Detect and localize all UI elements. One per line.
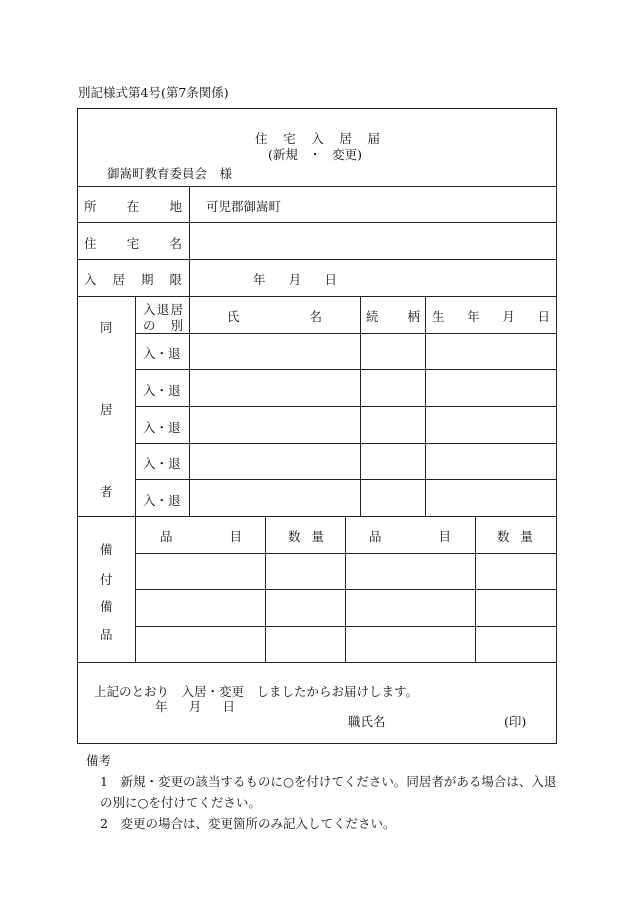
note-item: 1 新規・変更の該当するものに○を付けてください。同居者がある場合は、入退の別に○を付けてください。 [100, 774, 557, 810]
rule-housing-bottom [77, 259, 557, 260]
form-title: 住 宅 入 居 届 [255, 131, 380, 146]
col-birth: 生 年 月 日 [432, 309, 550, 324]
form-subtitle: (新規 ・ 変更) [268, 147, 362, 162]
move-option: 入・退 [143, 420, 181, 435]
notes [86, 750, 560, 834]
rule-equipment-row [135, 553, 557, 554]
rule-location-bottom [77, 222, 557, 223]
rule-qty-column [345, 516, 346, 662]
col-qty: 数 量 [288, 529, 324, 544]
rule-resident-row [135, 333, 557, 334]
col-move-line2: の 別 [143, 318, 183, 333]
residents-label-1: 同 [100, 320, 113, 335]
rule-header-bottom [77, 186, 557, 187]
equipment-label-1: 備 [100, 542, 113, 557]
move-option: 入・退 [143, 383, 181, 398]
move-option: 入・退 [143, 346, 181, 361]
equipment-label-3: 備 [100, 599, 113, 614]
location-label: 所 在 地 [84, 199, 182, 214]
seal-mark: (印) [504, 714, 527, 729]
rule-group-column [135, 296, 136, 662]
rule-resident-row [135, 406, 557, 407]
rule-label-column [189, 186, 190, 296]
rule-item-column [265, 516, 266, 662]
rule-resident-row [135, 369, 557, 370]
rule-equipment-row [135, 626, 557, 627]
equipment-label-4: 品 [100, 627, 113, 642]
equipment-label-2: 付 [100, 572, 113, 587]
col-move-line1: 入 退 居 [143, 302, 183, 317]
rule-resident-row [135, 443, 557, 444]
rule-equipment-bottom [77, 662, 557, 663]
rule-period-bottom [77, 296, 557, 297]
period-date: 年 月 日 [253, 272, 337, 287]
declaration-date: 年 月 日 [155, 699, 235, 714]
title-name-label: 職氏名 [348, 714, 386, 729]
rule-residents-bottom [77, 516, 557, 517]
residents-label-2: 居 [100, 402, 113, 417]
form-caption: 別記様式第4号(第7条関係) [78, 85, 229, 100]
period-label: 入 居 期 限 [84, 272, 182, 287]
col-item-2: 品 目 [369, 529, 451, 544]
rule-equipment-row [135, 589, 557, 590]
notes-heading: 備考 [86, 753, 112, 768]
col-relation: 続 柄 [366, 309, 420, 324]
rule-relation-column [425, 296, 426, 516]
col-item: 品 目 [160, 529, 242, 544]
rule-resident-row [135, 479, 557, 480]
declaration-statement: 上記のとおり 入居・変更 しましたからお届けします。 [94, 684, 419, 699]
housing-label: 住 宅 名 [84, 236, 182, 251]
residents-label-3: 者 [100, 484, 113, 499]
addressee: 御嵩町教育委員会 様 [107, 166, 233, 181]
rule-name-column [360, 296, 361, 516]
move-option: 入・退 [143, 493, 181, 508]
rule-item2-column [475, 516, 476, 662]
note-item: 2 変更の場合は、変更箇所のみ記入してください。 [100, 816, 396, 831]
location-value: 可児郡御嵩町 [206, 199, 282, 214]
rule-move-column [189, 296, 190, 516]
col-name: 氏 名 [227, 309, 322, 324]
move-option: 入・退 [143, 456, 181, 471]
col-qty-2: 数 量 [497, 529, 533, 544]
